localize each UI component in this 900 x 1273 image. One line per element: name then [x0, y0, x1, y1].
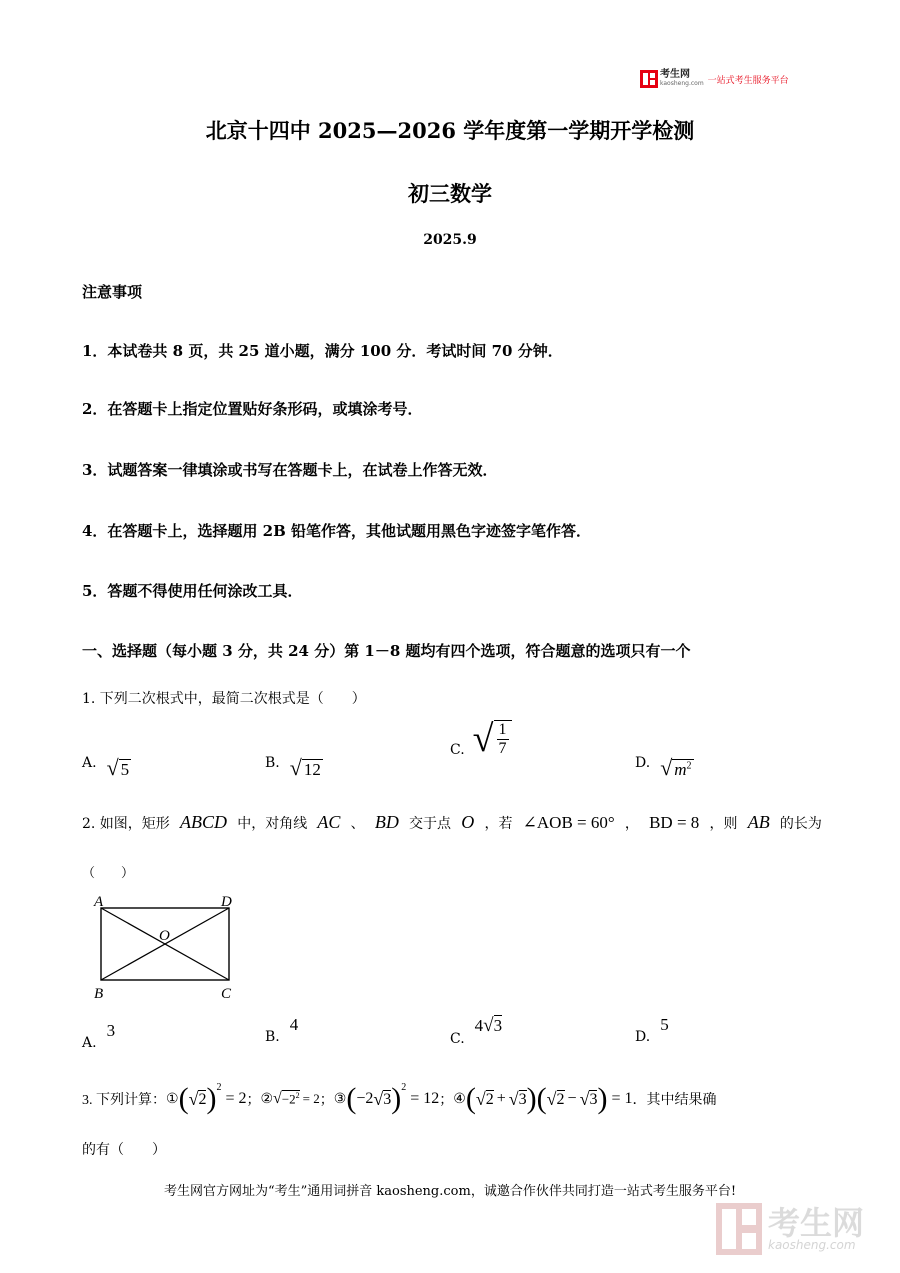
footer-text: 考生网官方网址为“考生”通用词拼音 kaosheng.com，诚邀合作伙伴共同打造一站式考生服务平台! — [163, 1184, 737, 1199]
section-heading: 一、选择题（每小题 3 分，共 24 分）第 1－8 题均有四个选项，符合题意的选项只有一个 — [82, 642, 691, 660]
expr-4: ( √ 2 + √ 3 )( √ 2 − √ 3 ) = 1 — [465, 1082, 633, 1115]
option-label: D. — [635, 1029, 651, 1045]
vertex-b: B — [94, 986, 104, 1002]
option-label: C. — [450, 742, 465, 758]
option-label: A. — [82, 755, 97, 771]
q2-option-b: B. 4 — [265, 1015, 299, 1045]
note-item-3: 3．试题答案一律填涂或书写在答题卡上，在试卷上作答无效． — [82, 461, 498, 479]
q2-option-a: A. 3 — [82, 1021, 116, 1051]
note-item-4: 4．在答题卡上，选择题用 2B 铅笔作答，其他试题用黑色字迹签字笔作答． — [82, 522, 591, 540]
kaosheng-logo-icon — [640, 70, 658, 88]
watermark-text: 考生网 — [768, 1204, 865, 1242]
q3-line2: 的有（ ） — [82, 1142, 166, 1158]
q2-option-c — [450, 1015, 503, 1047]
q1-option-c — [450, 720, 512, 758]
note-item-2: 2．在答题卡上指定位置贴好条形码，或填涂考号． — [82, 400, 423, 418]
q2-option-d: D. 5 — [635, 1015, 669, 1045]
option-label: C. — [450, 1031, 465, 1047]
expr-3: ( −2 √ 3 ) $^2$ = 12 — [346, 1082, 440, 1115]
sqrt-fraction: √ 1 7 — [473, 720, 512, 758]
q2-paren: （ ） — [82, 866, 135, 881]
q2-stem: 2. 如图，矩形 ABCD 中，对角线 AC 、 BD 交于点 O ，若 ∠AOB = 60° ， BD = 8 ，则 AB 的长为 — [82, 812, 822, 832]
expr-2: √ $-2^2$ = 2 — [273, 1090, 320, 1107]
sqrt-12: √ 12 — [289, 755, 321, 780]
header-logo — [640, 70, 789, 88]
logo-text: 考生网 — [660, 69, 690, 80]
note-item-5: 5．答题不得使用任何涂改工具． — [82, 582, 303, 600]
q3-stem: 3. 下列计算： ① ( √ 2 ) $^2$ = 2 ； ② √ $-2^2$ = 2 ； ③ ( −2 √ 3 ) $^2$ = 12 ； ④ ( √ 2 + √ 3 )( √ 2 − √ 3 ) = 1 ．其中结果确 — [82, 1082, 717, 1115]
watermark-icon — [716, 1203, 762, 1255]
q1-stem: 1. 下列二次根式中，最简二次根式是（ ） — [82, 691, 366, 707]
logo-sub: kaosheng.com — [660, 80, 704, 87]
sqrt-5: √ 5 — [106, 755, 130, 780]
exam-title: 北京十四中 2025—2026 学年度第一学期开学检测 — [205, 118, 695, 143]
vertex-c: C — [221, 986, 232, 1002]
watermark-logo — [716, 1203, 864, 1255]
option-label: D. — [635, 755, 651, 771]
option-label: B. — [265, 1029, 280, 1045]
header-slogan: 一站式考生服务平台 — [707, 75, 789, 86]
expr-1: ( √ 2 ) $^2$ = 2 — [178, 1082, 247, 1115]
q1-option-d — [635, 745, 694, 781]
q1-option-b — [265, 745, 323, 781]
center-o: O — [159, 928, 170, 944]
vertex-d: D — [221, 894, 232, 910]
notes-heading: 注意事项 — [82, 283, 143, 301]
option-label: B. — [265, 755, 280, 771]
exam-date: 2025.9 — [423, 232, 477, 248]
sqrt-m-squared: √ $m^2$ — [660, 755, 692, 780]
option-label: A. — [82, 1035, 97, 1051]
q1-option-a — [82, 745, 131, 781]
subject-title: 初三数学 — [408, 181, 492, 206]
watermark-sub: kaosheng.com — [768, 1238, 856, 1252]
vertex-a: A — [94, 894, 104, 910]
four-sqrt-3: 4√3 — [474, 1015, 503, 1036]
note-item-1: 1．本试卷共 8 页，共 25 道小题，满分 100 分．考试时间 70 分钟． — [82, 342, 563, 360]
rectangle-figure — [85, 890, 245, 1005]
